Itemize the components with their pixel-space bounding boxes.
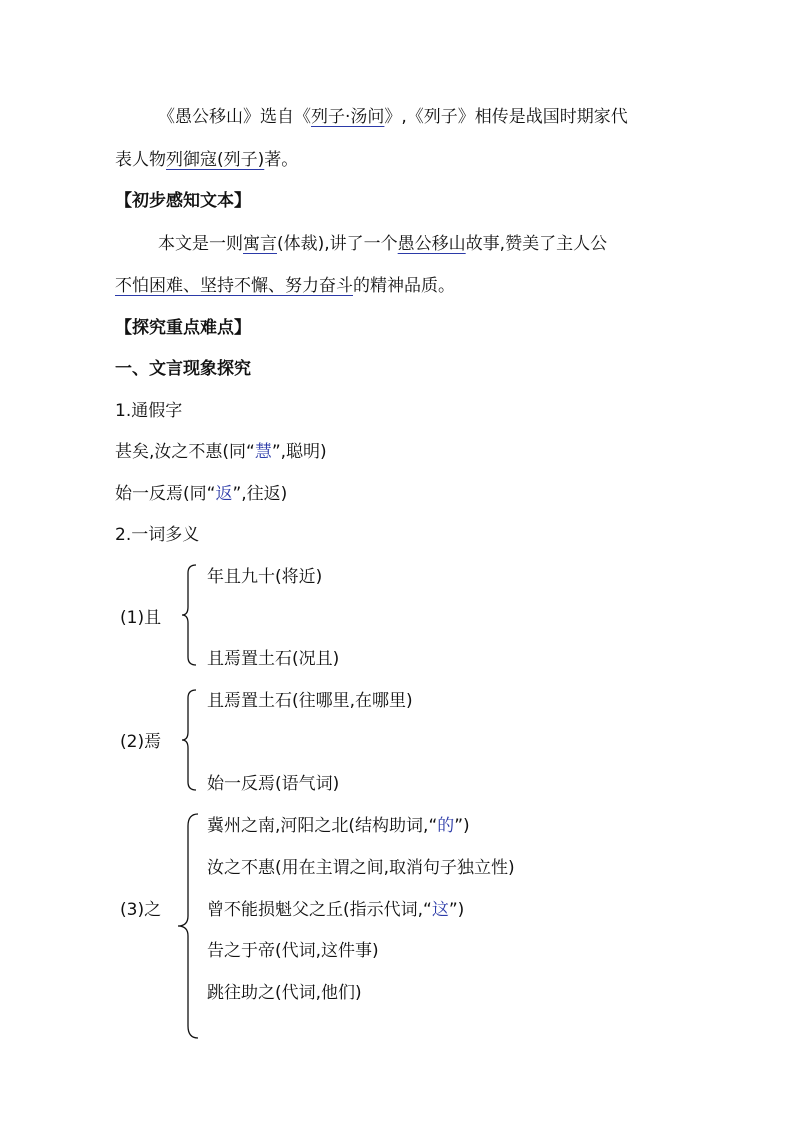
yiciduoyi-title: 2.一词多义 (115, 525, 200, 545)
subheading-classical: 一、文言现象探究 (115, 359, 251, 379)
body-text: ”) (454, 816, 470, 836)
meaning-item: 跳往助之(代词,他们) (207, 983, 362, 1003)
body-text: 本文是一则 (158, 234, 243, 254)
body-text: ”,往返) (232, 484, 288, 504)
body-text: 曾不能损魁父之丘(指示代词,“ (207, 900, 432, 920)
intro-line-2 (115, 149, 298, 171)
body-text: 的精神品质。 (353, 276, 455, 296)
meaning-item: 汝之不惠(用在主谓之间,取消句子独立性) (207, 858, 515, 878)
meaning-item: 且焉置土石(往哪里,在哪里) (207, 691, 413, 711)
brace-icon (180, 563, 200, 667)
meaning-item (207, 899, 464, 921)
brace-icon (180, 688, 200, 792)
section1-line-2 (115, 275, 455, 297)
author-name: 列御寇(列子) (166, 150, 265, 170)
body-text: (体裁),讲了一个 (277, 234, 398, 254)
intro-text: 》,《列子》相传是战国时期家代 (384, 107, 628, 127)
body-text: 故事,赞美了主人公 (465, 234, 608, 254)
body-text: 冀州之南,河阳之北(结构助词,“ (207, 816, 438, 836)
meaning-item: 年且九十(将近) (207, 567, 323, 587)
qualities-answer: 不怕困难、坚持不懈、努力奋斗 (115, 276, 353, 296)
meaning-item: 始一反焉(语气词) (207, 774, 340, 794)
body-text: 始一反焉(同“ (115, 484, 216, 504)
meaning-item (207, 815, 470, 837)
brace-icon (176, 812, 202, 1040)
intro-line-1 (158, 106, 628, 128)
intro-text: 表人物 (115, 150, 166, 170)
group-label-qie: (1)且 (120, 608, 162, 628)
group-label-zhi: (3)之 (120, 900, 162, 920)
answer-char: 的 (437, 816, 455, 836)
answer-char: 这 (431, 900, 449, 920)
tongjiazi-title: 1.通假字 (115, 401, 183, 421)
story-answer: 愚公移山 (397, 234, 466, 254)
tongjiazi-item-2 (115, 483, 287, 505)
group-label-yan: (2)焉 (120, 732, 162, 752)
body-text: 甚矣,汝之不惠(同“ (115, 442, 255, 462)
intro-text: 《愚公移山》选自《 (158, 107, 311, 127)
intro-text: 著。 (264, 150, 299, 170)
source-book: 列子·汤问 (311, 107, 385, 127)
meaning-item: 告之于帝(代词,这件事) (207, 941, 379, 961)
genre-answer: 寓言 (243, 234, 277, 254)
meaning-item: 且焉置土石(况且) (207, 649, 340, 669)
answer-char: 慧 (254, 442, 272, 462)
answer-char: 返 (215, 484, 233, 504)
body-text: ”,聪明) (271, 442, 327, 462)
section-heading-preview: 【初步感知文本】 (115, 191, 251, 211)
section1-line-1 (158, 233, 607, 255)
body-text: ”) (448, 900, 465, 920)
tongjiazi-item-1 (115, 441, 327, 463)
section-heading-focus: 【探究重点难点】 (115, 318, 251, 338)
